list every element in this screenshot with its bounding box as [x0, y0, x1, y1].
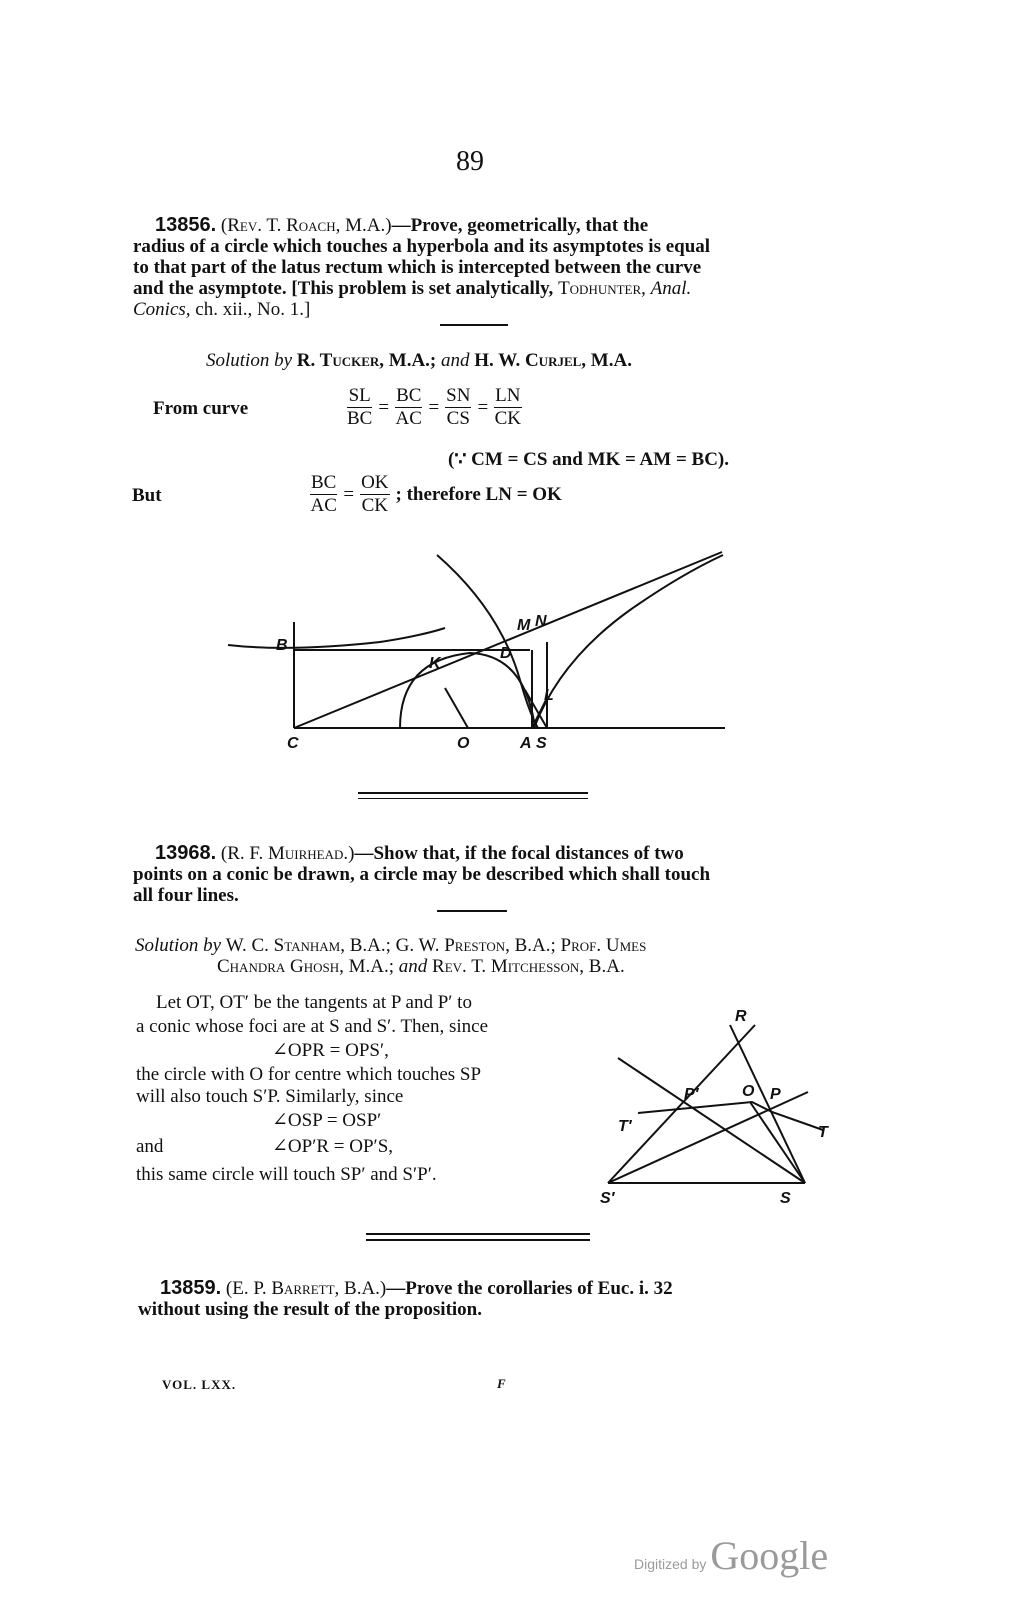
label-N: N	[535, 613, 547, 630]
line-from-left	[618, 1058, 805, 1183]
double-divider-bottom	[366, 1239, 590, 1241]
solver: R. Tucker, M.A.;	[296, 350, 437, 371]
problem-number: 13856.	[155, 214, 217, 236]
problem-text-line: —Prove, geometrically, that the	[391, 215, 649, 236]
problem-number: 13968.	[155, 842, 217, 864]
short-divider	[437, 910, 507, 912]
problem-text-line: —Show that, if the focal distances of two	[354, 843, 684, 864]
fraction: $\frac{BC}{AC}$	[310, 472, 337, 516]
short-divider	[440, 324, 508, 326]
fraction: $\frac{LN}{CK}$	[494, 385, 522, 429]
digitized-watermark	[634, 1532, 828, 1579]
label-C: C	[287, 735, 299, 752]
label-S: S	[536, 735, 547, 752]
fraction: $\frac{BC}{AC}$	[395, 385, 422, 429]
body-line: a conic whose foci are at S and S′. Then, since	[136, 1016, 489, 1037]
solution-and: and	[398, 956, 428, 977]
label-P: P	[770, 1086, 781, 1103]
fraction: $\frac{OK}{CK}$	[361, 472, 389, 516]
problem-13859	[138, 1278, 828, 1320]
body-line: this same circle will touch SP′ and S′P′.	[136, 1164, 437, 1185]
solvers: Rev. T. Mitchesson, B.A.	[432, 956, 625, 977]
page-number: 89	[456, 146, 484, 177]
label-T: T	[818, 1124, 828, 1141]
label-L: L	[544, 687, 554, 704]
reference-author: Todhunter,	[558, 278, 646, 299]
solution-prefix: Solution by	[206, 350, 293, 371]
tangent-T-prime-O-T	[638, 1102, 823, 1130]
google-logo: Google	[710, 1533, 829, 1578]
problem-text-line: to that part of the latus rectum which is intercepted between the curve	[133, 257, 702, 278]
label-O: O	[742, 1083, 755, 1100]
solvers: W. C. Stanham, B.A.; G. W. Preston, B.A.; Prof. Umes	[225, 935, 647, 956]
hyperbola-lower-branch	[534, 555, 723, 728]
label-S: S	[780, 1190, 791, 1207]
solver: H. W. Curjel, M.A.	[474, 350, 632, 371]
body-line: and	[136, 1136, 164, 1157]
tangents-figure	[590, 985, 830, 1207]
radius-OK	[445, 688, 468, 728]
solution-byline	[206, 350, 632, 371]
solution-and: and	[441, 350, 470, 371]
label-R: R	[735, 1008, 747, 1025]
problem-text-line: radius of a circle which touches a hyperbola and its asymptotes is equal	[133, 236, 711, 257]
problem-text-line: —Prove the corollaries of Euc. i. 32	[386, 1278, 673, 1299]
label-K: K	[429, 655, 441, 672]
reference-book: Conics,	[133, 299, 191, 320]
equation-1: $\frac{SL}{BC}$ = $\frac{BC}{AC}$ = $\frac{SN}{CS}$ = $\frac{LN}{CK}$	[347, 385, 522, 429]
double-divider-top	[358, 792, 588, 794]
label-O: O	[457, 735, 470, 752]
body-line: will also touch S′P. Similarly, since	[136, 1086, 404, 1107]
problem-text-line: all four lines.	[133, 885, 239, 906]
asymptote	[294, 552, 722, 728]
hyperbola-upper-branch	[228, 628, 445, 648]
solution-body	[136, 990, 576, 1188]
body-line: the circle with O for centre which touches SP	[136, 1064, 482, 1085]
body-equation: ∠OP′R = OP′S,	[272, 1136, 394, 1157]
solvers: Chandra Ghosh, M.A.;	[217, 956, 395, 977]
label-D: D	[500, 645, 512, 662]
watermark-prefix: Digitized by	[634, 1556, 707, 1572]
double-divider-top	[366, 1233, 590, 1235]
problem-author: (Rev. T. Roach, M.A.)	[220, 215, 392, 236]
solution-prefix: Solution by	[135, 935, 222, 956]
therefore-text: ; therefore LN = OK	[395, 483, 562, 505]
from-curve-label: From curve	[153, 398, 249, 419]
reference-book: Anal.	[650, 278, 692, 299]
problem-number: 13859.	[160, 1277, 222, 1299]
reference-rest: ch. xii., No. 1.]	[190, 299, 311, 320]
label-B: B	[276, 637, 288, 654]
volume-mark: VOL. LXX.	[162, 1377, 237, 1392]
hyperbola-figure	[220, 530, 760, 760]
but-label: But	[132, 485, 162, 506]
label-T-prime: T′	[618, 1118, 632, 1135]
problem-author: (R. F. Muirhead.)	[220, 843, 355, 864]
body-equation: ∠OPR = OPS′,	[272, 1040, 389, 1061]
label-P-prime: P′	[684, 1086, 699, 1103]
label-S-prime: S′	[600, 1190, 615, 1207]
because-note: (∵ CM = CS and MK = AM = BC).	[448, 449, 730, 470]
problem-text-line: points on a conic be drawn, a circle may be described which shall touch	[133, 864, 711, 885]
body-equation: ∠OSP = OSP′	[272, 1110, 382, 1131]
solution-byline	[135, 935, 825, 977]
equation-2: $\frac{BC}{AC}$ = $\frac{OK}{CK}$ ; therefore LN = OK	[310, 472, 562, 516]
fraction: $\frac{SN}{CS}$	[446, 385, 471, 429]
fraction: $\frac{SL}{BC}$	[347, 385, 373, 429]
signature-mark: F	[497, 1376, 506, 1391]
double-divider-bottom	[358, 798, 588, 799]
problem-text-line: and the asymptote. [This problem is set analytically,	[133, 278, 559, 299]
label-A: A	[520, 735, 532, 752]
problem-author: (E. P. Barrett, B.A.)	[225, 1278, 387, 1299]
problem-text-line: without using the result of the proposition.	[138, 1299, 482, 1320]
problem-13968	[133, 843, 818, 906]
label-M: M	[517, 617, 531, 634]
body-line: Let OT, OT′ be the tangents at P and P′ to	[156, 992, 472, 1013]
problem-13856	[133, 215, 818, 320]
